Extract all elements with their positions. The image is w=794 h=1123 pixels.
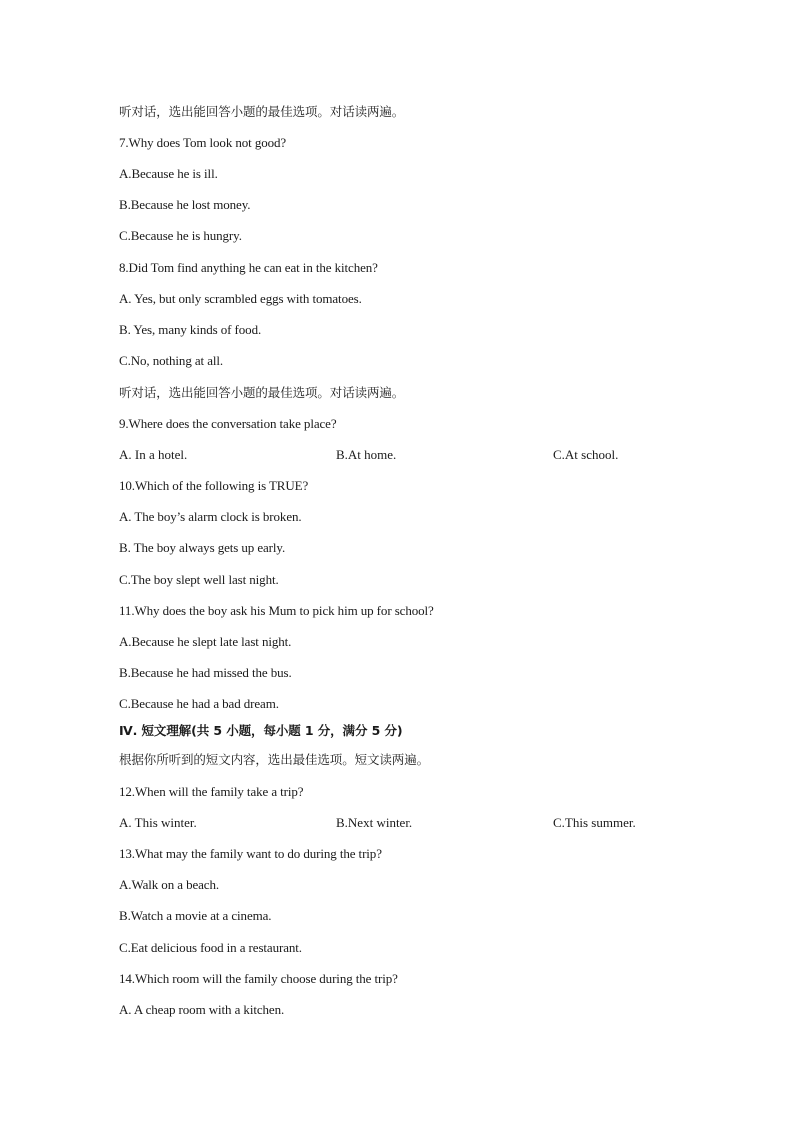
q7-option-c: C.Because he is hungry. — [119, 228, 242, 243]
question-13: 13.What may the family want to do during the trip? — [119, 846, 382, 861]
q12-option-b: B.Next winter. — [336, 815, 413, 830]
q10-option-a: A. The boy’s alarm clock is broken. — [119, 509, 302, 524]
q11-option-c: C.Because he had a bad dream. — [119, 696, 279, 711]
question-9: 9.Where does the conversation take place? — [119, 416, 337, 431]
q8-option-c: C.No, nothing at all. — [119, 353, 224, 368]
question-12: 12.When will the family take a trip? — [119, 784, 304, 799]
q11-option-a: A.Because he slept late last night. — [119, 634, 292, 649]
question-10: 10.Which of the following is TRUE? — [119, 478, 309, 493]
q13-option-c: C.Eat delicious food in a restaurant. — [119, 940, 302, 955]
q7-option-a: A.Because he is ill. — [119, 166, 218, 181]
q8-option-b: B. Yes, many kinds of food. — [119, 322, 262, 337]
q13-option-a: A.Walk on a beach. — [119, 877, 220, 892]
section3-instruction: 听对话，选出能回答小题的最佳选项。对话读两遍。 — [119, 104, 405, 119]
question-7: 7.Why does Tom look not good? — [119, 135, 287, 150]
q11-option-b: B.Because he had missed the bus. — [119, 665, 292, 680]
q10-option-c: C.The boy slept well last night. — [119, 572, 279, 587]
q12-option-a: A. This winter. — [119, 815, 197, 830]
q10-option-b: B. The boy always gets up early. — [119, 540, 286, 555]
section4-instruction: 根据你所听到的短文内容，选出最佳选项。短文读两遍。 — [119, 752, 430, 767]
q9-option-b: B.At home. — [336, 447, 397, 462]
q14-option-a: A. A cheap room with a kitchen. — [119, 1002, 285, 1017]
q13-option-b: B.Watch a movie at a cinema. — [119, 908, 272, 923]
q8-option-a: A. Yes, but only scrambled eggs with tomatoes. — [119, 291, 362, 306]
q12-option-c: C.This summer. — [553, 815, 636, 830]
q9-option-c: C.At school. — [553, 447, 619, 462]
question-11: 11.Why does the boy ask his Mum to pick him up for school? — [119, 603, 434, 618]
q7-option-b: B.Because he lost money. — [119, 197, 251, 212]
q9-option-a: A. In a hotel. — [119, 447, 188, 462]
section4-heading: Ⅳ. 短文理解(共 5 小题，每小题 1 分，满分 5 分) — [119, 723, 403, 738]
question-8: 8.Did Tom find anything he can eat in the kitchen? — [119, 260, 378, 275]
question-14: 14.Which room will the family choose during the trip? — [119, 971, 398, 986]
section3-instruction-2: 听对话，选出能回答小题的最佳选项。对话读两遍。 — [119, 385, 405, 400]
